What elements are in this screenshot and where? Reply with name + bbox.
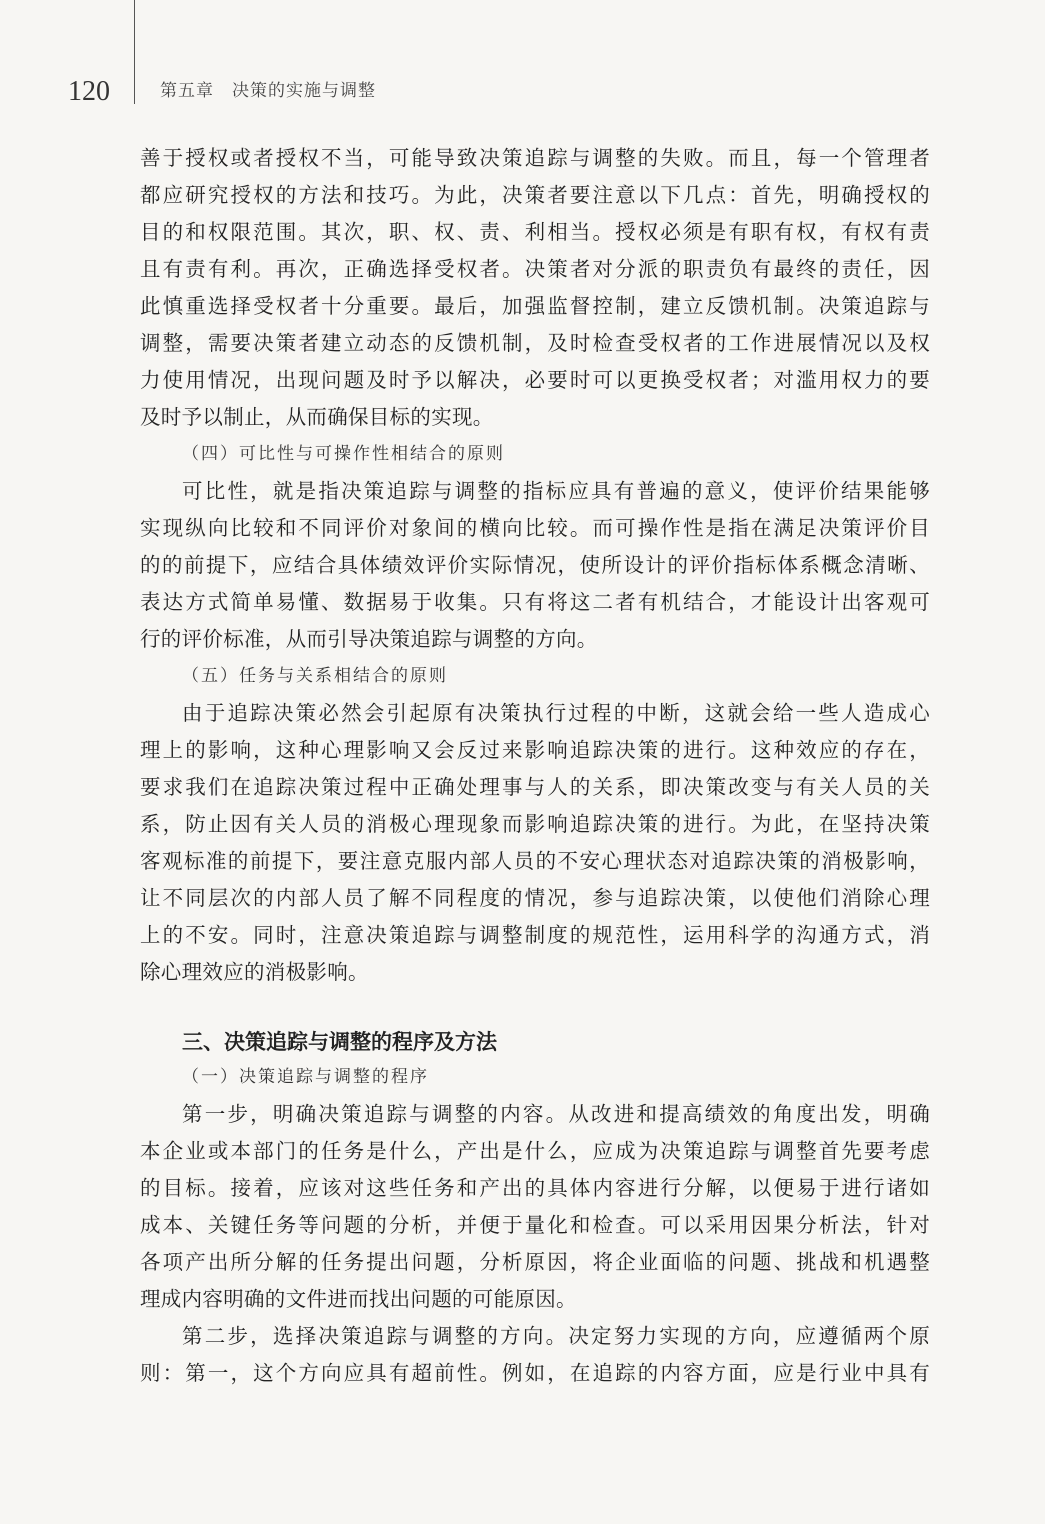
text-line: 此慎重选择受权者十分重要。最后，加强监督控制，建立反馈机制。决策追踪与 xyxy=(140,294,930,318)
text-line: 及时予以制止，从而确保目标的实现。 xyxy=(140,405,494,429)
text-line: 表达方式简单易懂、数据易于收集。只有将这二者有机结合，才能设计出客观可 xyxy=(140,590,930,614)
section-heading: 三、决策追踪与调整的程序及方法 xyxy=(182,1030,497,1054)
text-line: 上的不安。同时，注意决策追踪与调整制度的规范性，运用科学的沟通方式，消 xyxy=(140,923,930,947)
paragraph-comparability xyxy=(140,473,930,658)
header-rule xyxy=(134,0,135,104)
text-line: 成本、关键任务等问题的分析，并便于量化和检查。可以采用因果分析法，针对 xyxy=(140,1213,930,1237)
text-line: 都应研究授权的方法和技巧。为此，决策者要注意以下几点：首先，明确授权的 xyxy=(140,183,930,207)
text-line: 的的前提下，应结合具体绩效评价实际情况，使所设计的评价指标体系概念清晰、 xyxy=(140,553,930,577)
text-line: 除心理效应的消极影响。 xyxy=(140,960,369,984)
running-head-chapter-title: 第五章 决策的实施与调整 xyxy=(160,81,376,101)
text-line: 由于追踪决策必然会引起原有决策执行过程的中断，这就会给一些人造成心 xyxy=(182,701,930,725)
text-line: 客观标准的前提下，要注意克服内部人员的不安心理状态对追踪决策的消极影响， xyxy=(140,849,930,873)
page-body xyxy=(140,140,930,1392)
text-line: 让不同层次的内部人员了解不同程度的情况，参与追踪决策，以使他们消除心理 xyxy=(140,886,930,910)
text-line: 系，防止因有关人员的消极心理现象而影响追踪决策的进行。为此，在坚持决策 xyxy=(140,812,930,836)
paragraph-task-relation xyxy=(140,695,930,991)
paragraph-step-one xyxy=(140,1096,930,1318)
text-line: 第二步，选择决策追踪与调整的方向。决定努力实现的方向，应遵循两个原 xyxy=(182,1324,930,1348)
text-line: 则：第一，这个方向应具有超前性。例如，在追踪的内容方面，应是行业中具有 xyxy=(140,1361,930,1385)
text-line: 各项产出所分解的任务提出问题，分析原因，将企业面临的问题、挑战和机遇整 xyxy=(140,1250,930,1274)
text-line: 理上的影响，这种心理影响又会反过来影响追踪决策的进行。这种效应的存在， xyxy=(140,738,930,762)
text-line: 善于授权或者授权不当，可能导致决策追踪与调整的失败。而且，每一个管理者 xyxy=(140,146,930,170)
paragraph-delegation xyxy=(140,140,930,436)
subheading-procedure: （一）决策追踪与调整的程序 xyxy=(182,1067,429,1087)
page-number: 120 xyxy=(68,76,110,107)
text-line: 力使用情况，出现问题及时予以解决，必要时可以更换受权者；对滥用权力的要 xyxy=(140,368,930,392)
subheading-task-relation: （五）任务与关系相结合的原则 xyxy=(182,666,448,686)
text-line: 行的评价标准，从而引导决策追踪与调整的方向。 xyxy=(140,627,598,651)
text-line: 本企业或本部门的任务是什么，产出是什么，应成为决策追踪与调整首先要考虑 xyxy=(140,1139,930,1163)
text-line: 理成内容明确的文件进而找出问题的可能原因。 xyxy=(140,1287,577,1311)
text-line: 要求我们在追踪决策过程中正确处理事与人的关系，即决策改变与有关人员的关 xyxy=(140,775,930,799)
text-line: 目的和权限范围。其次，职、权、责、利相当。授权必须是有职有权，有权有责 xyxy=(140,220,930,244)
text-line: 且有责有利。再次，正确选择受权者。决策者对分派的职责负有最终的责任，因 xyxy=(140,257,930,281)
text-line: 实现纵向比较和不同评价对象间的横向比较。而可操作性是指在满足决策评价目 xyxy=(140,516,930,540)
paragraph-step-two xyxy=(140,1318,930,1392)
text-line: 的目标。接着，应该对这些任务和产出的具体内容进行分解，以便易于进行诸如 xyxy=(140,1176,930,1200)
text-line: 可比性，就是指决策追踪与调整的指标应具有普遍的意义，使评价结果能够 xyxy=(182,479,930,503)
text-line: 第一步，明确决策追踪与调整的内容。从改进和提高绩效的角度出发，明确 xyxy=(182,1102,930,1126)
text-line: 调整，需要决策者建立动态的反馈机制，及时检查受权者的工作进展情况以及权 xyxy=(140,331,930,355)
subheading-comparability: （四）可比性与可操作性相结合的原则 xyxy=(182,444,505,464)
section-spacer xyxy=(140,991,930,1025)
